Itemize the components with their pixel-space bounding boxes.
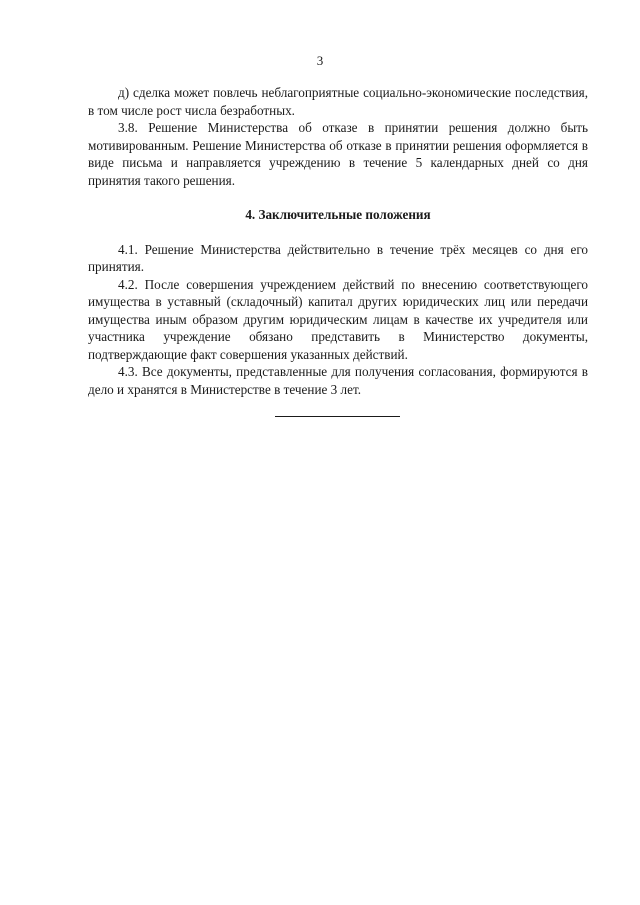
paragraph-d: д) сделка может повлечь неблагоприятные социально-экономические последствия, в том числе рост числа безработных. [88, 85, 588, 118]
document-body [88, 84, 588, 398]
section-title: 4. Заключительные положения [245, 207, 431, 222]
paragraph-4-3: 4.3. Все документы, представленные для получения согласования, формируются в дело и хранятся в Министерстве в течение 3 лет. [88, 364, 588, 397]
paragraph-4-1: 4.1. Решение Министерства действительно в течение трёх месяцев со дня его принятия. [88, 241, 588, 274]
paragraph-3-8: 3.8. Решение Министерства об отказе в принятии решения должно быть мотивированным. Решение Министерства об отказе в принятии решения оформляется в виде письма и направляется учреждению в течение 5 календарных дней со дня принятия такого решения. [88, 120, 588, 188]
page-number: 3 [316, 53, 324, 68]
end-divider-line [275, 416, 400, 417]
paragraph-4-2: 4.2. После совершения учреждением действий по внесению соответствующего имущества в уставный (складочный) капитал других юридических лиц или передачи имущества иным образом другим юридическим лицам в качестве их учредителя или участника учреждение обязано представить в Министерство документы, подтверждающие факт совершения указанных действий. [88, 276, 588, 362]
